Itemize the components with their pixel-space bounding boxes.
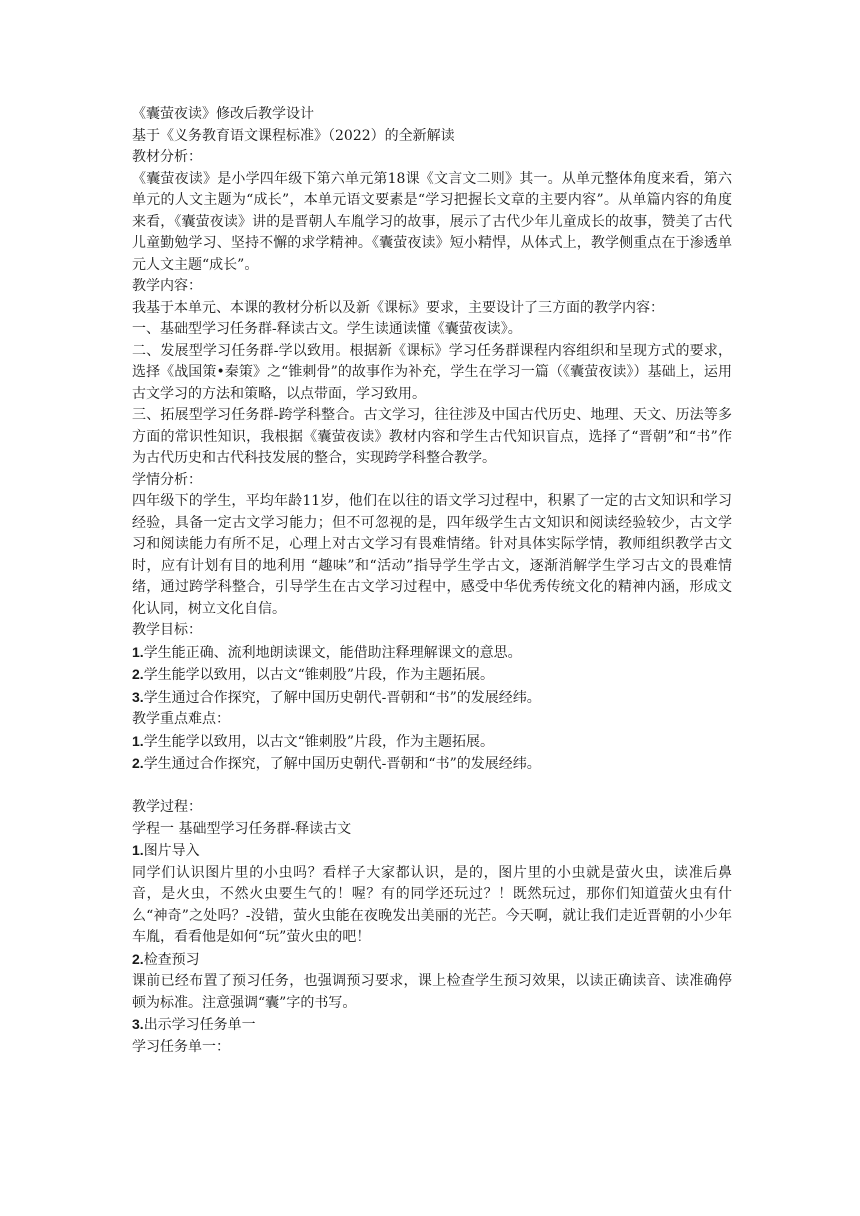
- point-text: 学生通过合作探究，了解中国历史朝代-晋朝和“书”的发展经纬。: [143, 756, 541, 772]
- learner-analysis-heading: 学情分析：: [132, 471, 202, 488]
- process-step-1-body: 同学们认识图片里的小虫吗？看样子大家都认识，是的，图片里的小虫就是萤火虫，读准后鼻音，是火虫，不然火虫要生气的！喔？有的同学还玩过？！既然玩过，那你们知道萤火虫有什么“神奇”之处吗？-没错，萤火虫能在夜晚发出美丽的光芒。今天啊，就让我们走近晋朝的小少年车胤，看看他是如何“玩”萤火虫的吧！: [132, 864, 732, 945]
- point-text: 学生能学以致用，以古文“锥刺股”片段，作为主题拓展。: [143, 733, 495, 750]
- step-title: 检查预习: [143, 951, 200, 968]
- teaching-content-item-2: 二、发展型学习任务群-学以致用。根据新《课标》学习任务群课程内容组织和呈现方式的要求，选择《战国策•秦策》之“锥刺骨”的故事作为补充，学生在学习一篇（《囊萤夜读》）基础上，运用古文学习的方法和策略，以点带面，学习致用。: [132, 342, 732, 402]
- teaching-content-item-3: 三、拓展型学习任务群-跨学科整合。古文学习，往往涉及中国古代历史、地理、天文、历法等多方面的常识性知识，我根据《囊萤夜读》教材内容和学生古代知识盲点，选择了“晋朝”和“书”作为古代历史和古代科技发展的整合，实现跨学科整合教学。: [132, 407, 732, 466]
- teaching-content-intro: 我基于本单元、本课的教材分析以及新《课标》要求，主要设计了三方面的教学内容：: [132, 299, 664, 316]
- goal-text: 学生能学以致用，以古文“锥刺股”片段，作为主题拓展。: [143, 667, 495, 683]
- blank-line: [132, 776, 732, 798]
- point-number: 2.: [132, 755, 144, 771]
- textbook-analysis-body: 《囊萤夜读》是小学四年级下第六单元第18课《文言文二则》其一。从单元整体角度来看，第六单元的人文主题为“成长”，本单元语文要素是“学习把握长文章的主要内容”。从单篇内容的角度来看，《囊萤夜读》讲的是晋朝人车胤学习的故事，展示了古代少年儿童成长的故事，赞美了古代儿童勤勉学习、坚持不懈的求学精神。《囊萤夜读》短小精悍，从体式上，教学侧重点在于渗透单元人文主题“成长”。: [132, 170, 732, 273]
- goal-number: 3.: [132, 688, 144, 705]
- step-title: 出示学习任务单一: [143, 1017, 256, 1033]
- step-number: 2.: [132, 950, 144, 967]
- process-heading: 教学过程：: [132, 799, 202, 815]
- step-number: 1.: [132, 842, 144, 858]
- goal-text: 学生通过合作探究，了解中国历史朝代-晋朝和“书”的发展经纬。: [143, 689, 541, 706]
- process-step-3-title: [132, 1014, 732, 1037]
- teaching-goal-3: [132, 687, 732, 710]
- teaching-goal-1: [132, 642, 732, 665]
- process-step-2-body: 课前已经布置了预习任务，也强调预习要求，课上检查学生预习效果，以读正确读音、读准确停顿为标准。注意强调“囊”字的书写。: [132, 973, 732, 1011]
- teaching-content-item-1: 一、基础型学习任务群-释读古文。学生读通读懂《囊萤夜读》。: [132, 321, 522, 337]
- teaching-content-heading: 教学内容：: [132, 278, 202, 294]
- textbook-analysis-heading: 教材分析：: [132, 149, 202, 165]
- process-step-2-title: [132, 949, 732, 972]
- teaching-goal-2: [132, 664, 732, 687]
- point-number: 1.: [132, 732, 144, 749]
- document-subtitle: 基于《义务教育语文课程标准》（2022）的全新解读: [132, 127, 455, 144]
- key-point-2: [132, 753, 732, 776]
- teaching-goals-heading: 教学目标：: [132, 622, 202, 638]
- step-number: 3.: [132, 1016, 144, 1032]
- key-points-heading: 教学重点难点：: [132, 711, 230, 727]
- process-stage-1: 学程一 基础型学习任务群-释读古文: [132, 820, 352, 837]
- goal-text: 学生能正确、流利地朗读课文，能借助注释理解课文的意思。: [143, 644, 522, 661]
- step-title: 图片导入: [143, 843, 200, 859]
- learner-analysis-body: 四年级下的学生，平均年龄11岁，他们在以往的语文学习过程中，积累了一定的古文知识和学习经验，具备一定古文学习能力；但不可忽视的是，四年级学生古文知识和阅读经验较少，古文学习和阅读能力有所不足，心理上对古文学习有畏难情绪。针对具体实际学情，教师组织教学古文时，应有计划有目的地利用 “趣味”和“活动”指导学生学古文，逐渐消解学生学习古文的畏难情绪，通过跨学科整合，引导学生在古文学习过程中，感受中华优秀传统文化的精神内涵，形成文化认同，树立文化自信。: [132, 493, 732, 617]
- task-sheet-label: 学习任务单一：: [132, 1038, 230, 1055]
- document-title: 《囊萤夜读》修改后教学设计: [132, 106, 314, 122]
- document-body: [132, 104, 732, 1058]
- key-point-1: [132, 731, 732, 754]
- process-step-1-title: [132, 840, 732, 863]
- goal-number: 1.: [132, 643, 144, 660]
- goal-number: 2.: [132, 666, 144, 682]
